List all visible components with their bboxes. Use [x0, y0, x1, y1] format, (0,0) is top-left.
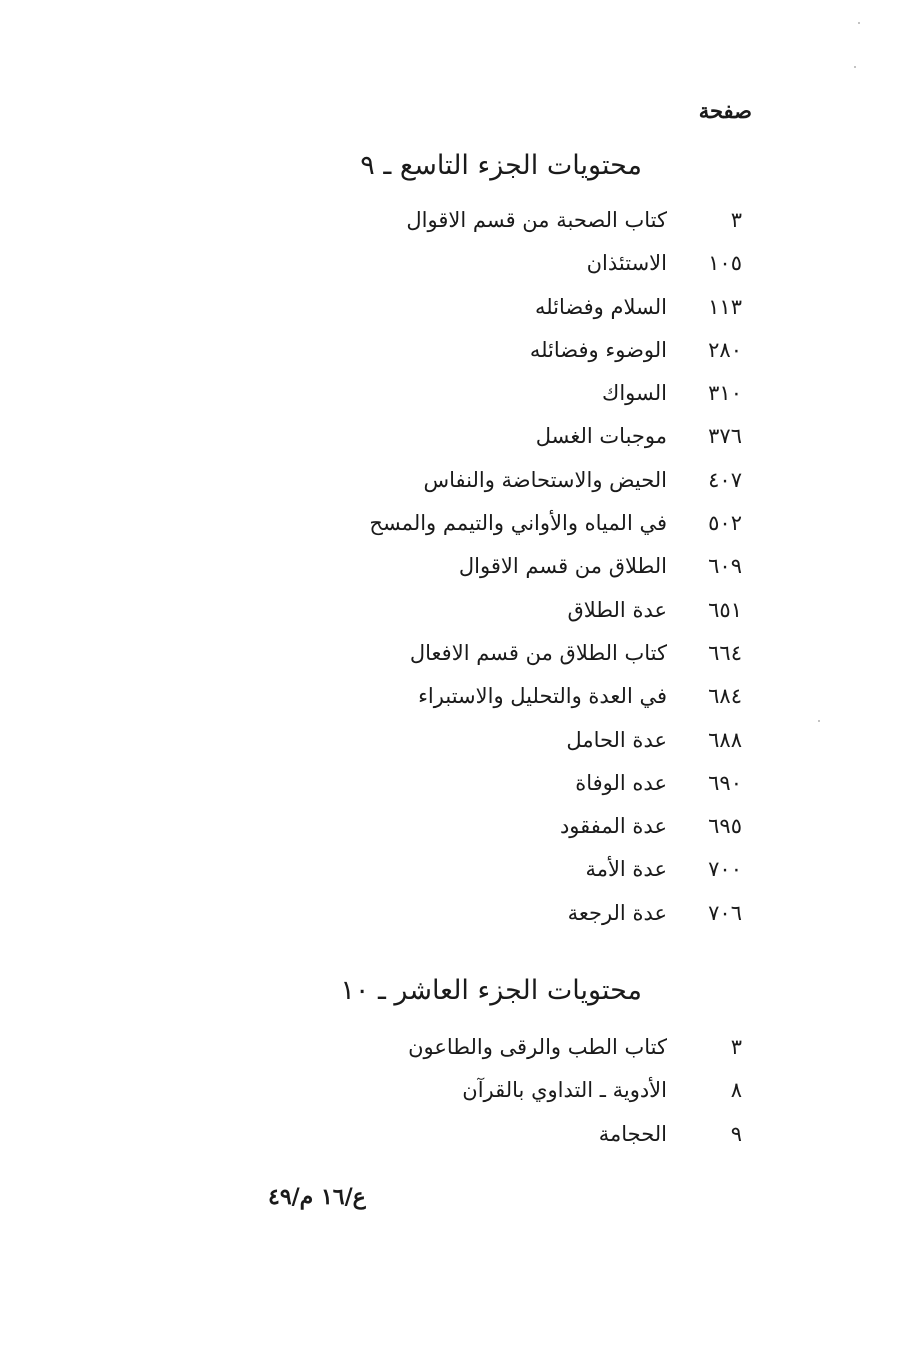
toc-page-number: ٣	[730, 208, 742, 232]
toc-entry	[322, 208, 742, 251]
toc-entry-title: موجبات الغسل	[535, 424, 667, 449]
toc-entry	[322, 554, 742, 597]
toc-page-number: ٥٠٢	[708, 511, 742, 536]
toc-entry-title: عدة الحامل	[566, 727, 667, 752]
toc-page-number: ٦٩٠	[708, 770, 742, 795]
toc-entry	[322, 1078, 742, 1121]
toc-page-number: ١١٣	[708, 294, 742, 319]
toc-page-number: ٦٨٤	[708, 684, 742, 709]
toc-page-number: ٦٠٩	[708, 554, 742, 579]
section-title-volume-10: محتويات الجزء العاشر ـ ١٠	[340, 975, 642, 1006]
toc-entry-title: عده الوفاة	[575, 770, 667, 795]
toc-page-number: ٤٠٧	[708, 467, 742, 492]
toc-entry-title: في العدة والتحليل والاستبراء	[418, 684, 667, 709]
toc-entry	[322, 1035, 742, 1078]
toc-page-number: ٢٨٠	[708, 337, 742, 362]
toc-entry	[322, 468, 742, 511]
toc-entry-title: الأدوية ـ التداوي بالقرآن	[462, 1078, 667, 1103]
toc-entry	[322, 424, 742, 467]
toc-entry-title: السلام وفضائله	[534, 294, 667, 319]
toc-page-number: ٦٩٥	[708, 814, 742, 839]
toc-entry	[322, 901, 742, 944]
section-title-volume-9: محتويات الجزء التاسع ـ ٩	[360, 150, 642, 181]
toc-entry-title: الحيض والاستحاضة والنفاس	[423, 467, 667, 492]
toc-page-number: ٧٠٦	[708, 900, 742, 925]
toc-entry	[322, 728, 742, 771]
toc-entry-title: عدة الطلاق	[567, 597, 667, 622]
toc-page-number: ٣	[730, 1035, 742, 1059]
toc-entry	[322, 338, 742, 381]
toc-entry	[322, 641, 742, 684]
scan-speck	[818, 720, 820, 722]
toc-page-number: ٧٠٠	[708, 857, 742, 882]
toc-entry-title: عدة الأمة	[585, 857, 667, 882]
toc-page-number: ٦٦٤	[708, 640, 742, 665]
toc-entry-title: الطلاق من قسم الاقوال	[458, 554, 667, 579]
toc-page-number: ٣١٠	[708, 381, 742, 406]
toc-entry	[322, 1122, 742, 1165]
toc-entry	[322, 684, 742, 727]
toc-page-number: ٦٨٨	[708, 727, 742, 752]
toc-entry-title: الحجامة	[598, 1121, 667, 1146]
toc-entry-title: الاستئذان	[586, 251, 667, 276]
toc-list-volume-9	[322, 208, 742, 944]
scan-speck	[854, 66, 856, 68]
toc-page-number: ٣٧٦	[708, 424, 742, 449]
page-column-label: صفحة	[698, 98, 752, 123]
toc-entry	[322, 857, 742, 900]
printer-signature: ع/١٦ م/٤٩	[268, 1184, 366, 1210]
toc-entry	[322, 381, 742, 424]
toc-entry-title: كتاب الطلاق من قسم الافعال	[409, 640, 667, 665]
toc-page-number: ٩	[730, 1121, 742, 1146]
scan-speck	[858, 22, 860, 24]
toc-entry-title: عدة المفقود	[559, 814, 667, 839]
toc-entry	[322, 598, 742, 641]
toc-entry-title: في المياه والأواني والتيمم والمسح	[369, 511, 667, 536]
toc-entry-title: السواك	[602, 381, 667, 406]
toc-entry	[322, 814, 742, 857]
toc-entry	[322, 295, 742, 338]
toc-page-number: ١٠٥	[708, 251, 742, 276]
toc-list-volume-10	[322, 1035, 742, 1165]
toc-page-number: ٨	[730, 1078, 742, 1103]
toc-entry	[322, 251, 742, 294]
toc-entry-title: الوضوء وفضائله	[529, 337, 667, 362]
toc-entry-title: كتاب الطب والرقى والطاعون	[408, 1035, 667, 1059]
toc-entry-title: عدة الرجعة	[567, 900, 667, 925]
toc-entry	[322, 511, 742, 554]
toc-page-number: ٦٥١	[708, 597, 742, 622]
toc-entry	[322, 771, 742, 814]
toc-entry-title: كتاب الصحبة من قسم الاقوال	[406, 208, 667, 232]
